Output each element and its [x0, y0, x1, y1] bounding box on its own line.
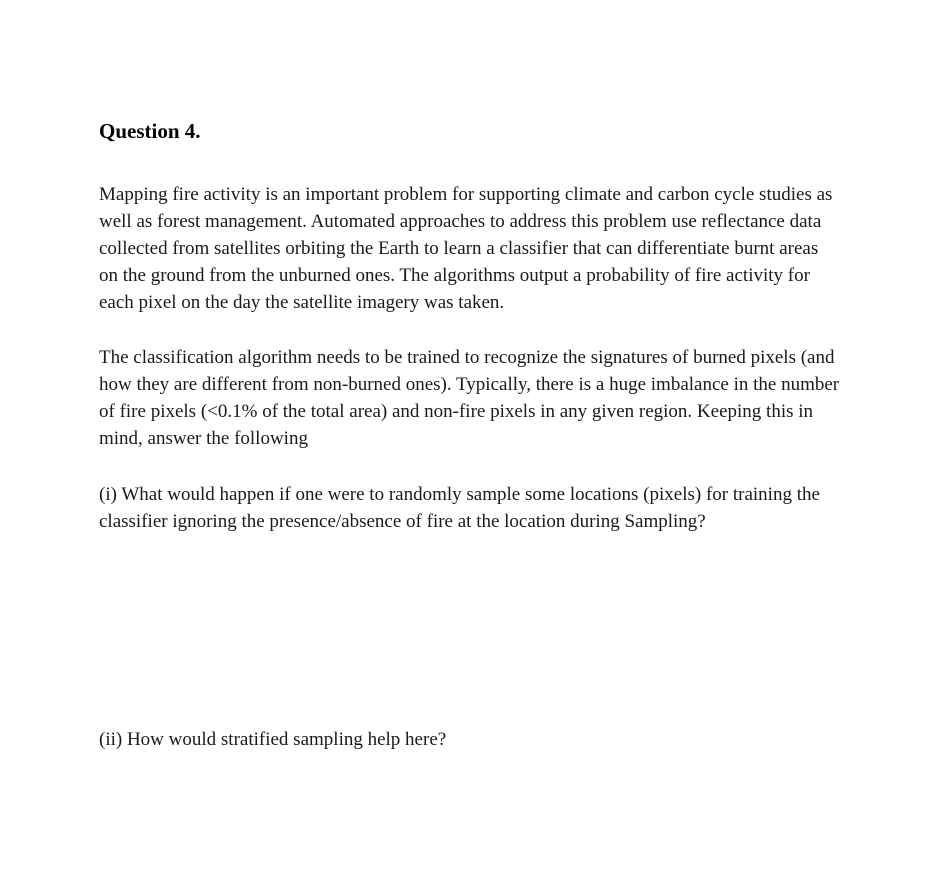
question-ii	[99, 726, 899, 753]
paragraph-line: each pixel on the day the satellite imagery was taken.	[99, 292, 505, 313]
question-line: (ii) How would stratified sampling help here?	[99, 729, 447, 750]
paragraph-line: on the ground from the unburned ones. The algorithms output a probability of fire activity for	[99, 265, 810, 286]
paragraph-line: Mapping fire activity is an important problem for supporting climate and carbon cycle studies as	[99, 184, 833, 205]
intro-paragraph	[99, 181, 899, 316]
paragraph-line: well as forest management. Automated approaches to address this problem use reflectance data	[99, 211, 822, 232]
question-line: (i) What would happen if one were to randomly sample some locations (pixels) for training the	[99, 484, 820, 505]
paragraph-line: how they are different from non-burned ones). Typically, there is a huge imbalance in the number	[99, 374, 840, 395]
paragraph-line: of fire pixels (<0.1% of the total area) and non-fire pixels in any given region. Keeping this in	[99, 401, 814, 422]
question-i	[99, 481, 899, 535]
paragraph-line: collected from satellites orbiting the Earth to learn a classifier that can differentiate burnt areas	[99, 238, 819, 259]
paragraph-line: The classification algorithm needs to be trained to recognize the signatures of burned pixels (and	[99, 347, 835, 368]
paragraph-line: mind, answer the following	[99, 428, 308, 449]
context-paragraph	[99, 344, 899, 452]
question-heading: Question 4.	[99, 119, 201, 143]
question-line: classifier ignoring the presence/absence of fire at the location during Sampling?	[99, 511, 706, 532]
